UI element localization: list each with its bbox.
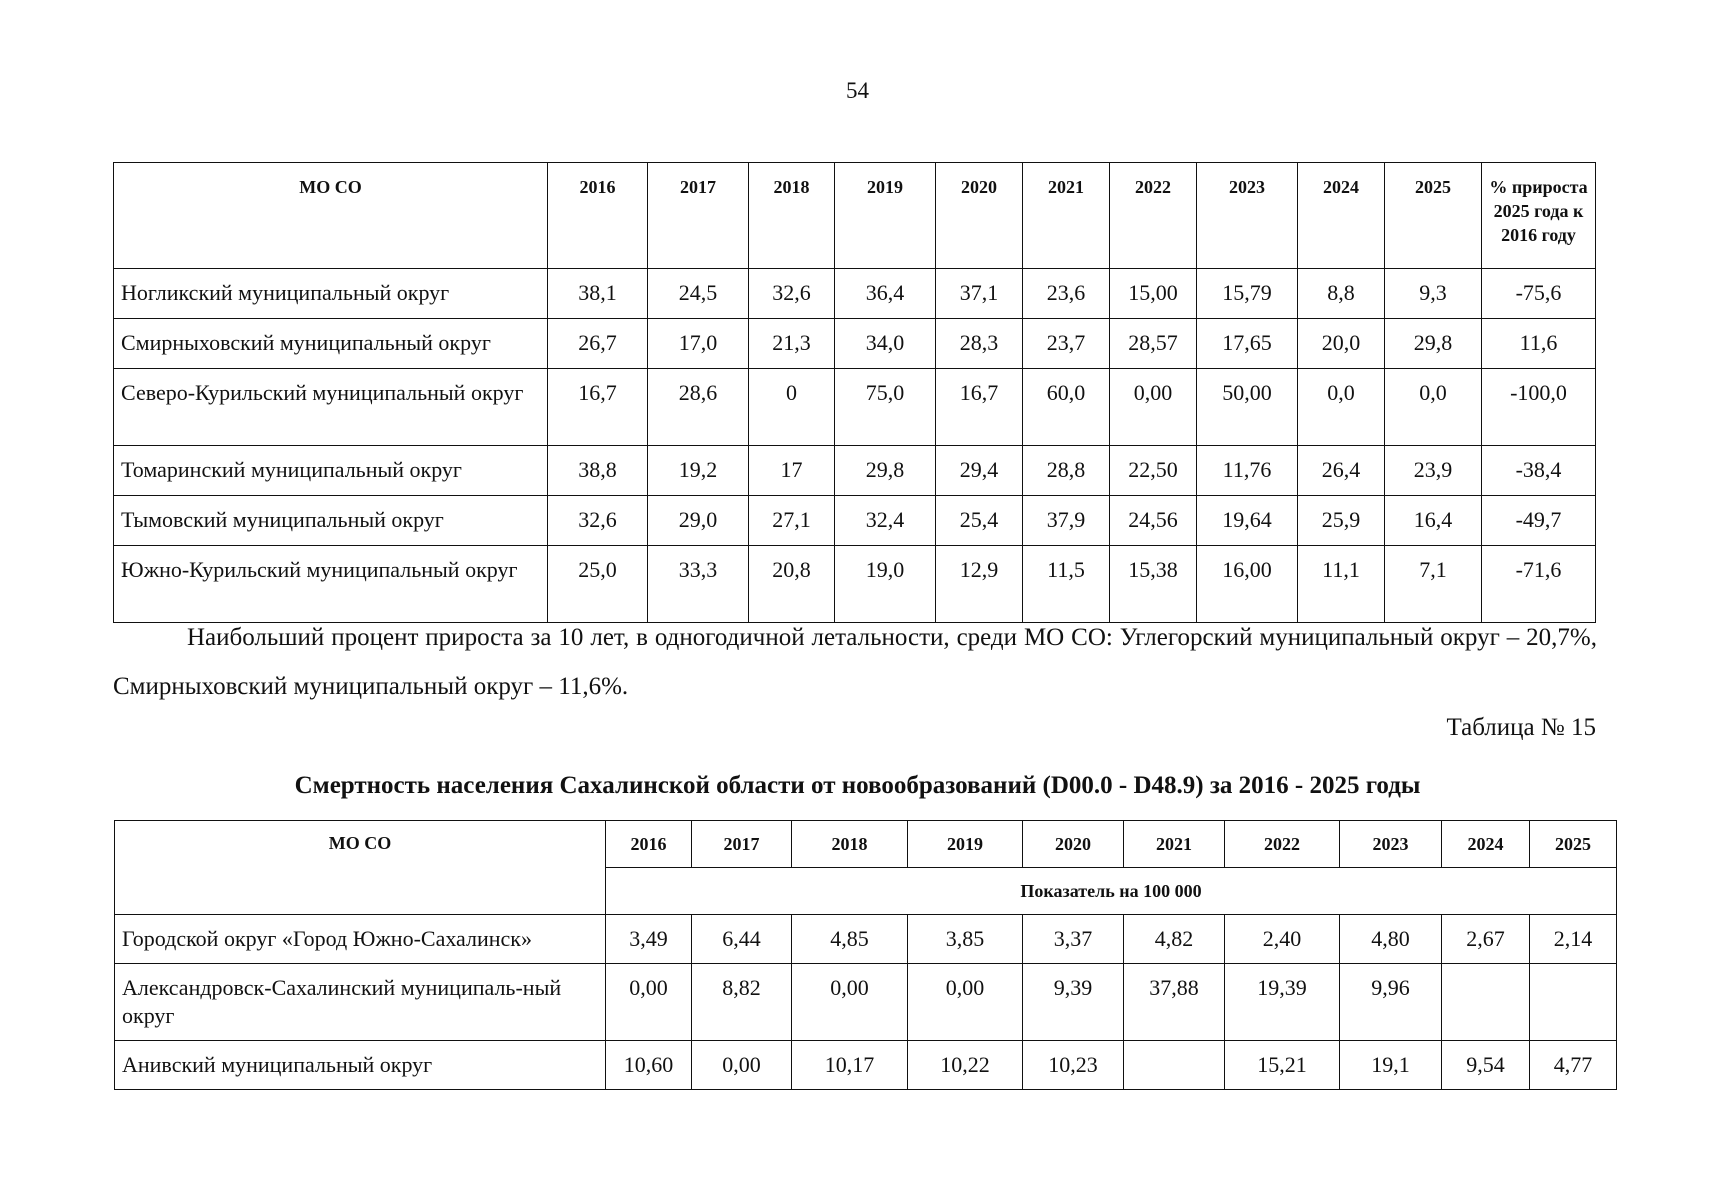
- value-cell: 20,0: [1298, 319, 1385, 369]
- value-cell: 24,56: [1110, 496, 1197, 546]
- value-cell: 21,3: [749, 319, 835, 369]
- value-cell: 32,6: [548, 496, 648, 546]
- page-number: 54: [846, 78, 869, 103]
- header-cell: МО СО: [115, 821, 606, 915]
- value-cell: 3,37: [1023, 915, 1124, 964]
- value-cell: 8,8: [1298, 269, 1385, 319]
- header-cell: МО СО: [114, 163, 548, 269]
- table-row: [115, 915, 1617, 964]
- value-cell: 9,96: [1340, 964, 1442, 1041]
- value-cell: 2,40: [1225, 915, 1340, 964]
- header-cell: 2022: [1225, 821, 1340, 868]
- value-cell: 37,1: [936, 269, 1023, 319]
- value-cell: 10,23: [1023, 1041, 1124, 1090]
- header-cell: 2021: [1124, 821, 1225, 868]
- value-cell: 19,0: [835, 546, 936, 623]
- value-cell: 15,38: [1110, 546, 1197, 623]
- value-cell: -38,4: [1482, 446, 1596, 496]
- header-cell: 2024: [1442, 821, 1530, 868]
- value-cell: 26,7: [548, 319, 648, 369]
- value-cell: 0,00: [1110, 369, 1197, 446]
- value-cell: 25,9: [1298, 496, 1385, 546]
- value-cell: 6,44: [692, 915, 792, 964]
- table-row: [114, 496, 1596, 546]
- value-cell: 16,4: [1385, 496, 1482, 546]
- value-cell: [1124, 1041, 1225, 1090]
- value-cell: 22,50: [1110, 446, 1197, 496]
- value-cell: 38,1: [548, 269, 648, 319]
- header-cell: 2020: [1023, 821, 1124, 868]
- table-row: [114, 369, 1596, 446]
- value-cell: 16,7: [548, 369, 648, 446]
- value-cell: 16,00: [1197, 546, 1298, 623]
- row-label-cell: Тымовский муниципальный округ: [114, 496, 548, 546]
- value-cell: 75,0: [835, 369, 936, 446]
- value-cell: 11,76: [1197, 446, 1298, 496]
- value-cell: 12,9: [936, 546, 1023, 623]
- table-caption: Таблица № 15: [1446, 714, 1596, 741]
- row-label-cell: Томаринский муниципальный округ: [114, 446, 548, 496]
- header-cell: 2018: [792, 821, 908, 868]
- header-cell: 2023: [1197, 163, 1298, 269]
- value-cell: 38,8: [548, 446, 648, 496]
- value-cell: 29,0: [648, 496, 749, 546]
- table-body: [115, 915, 1617, 1090]
- header-cell: 2016: [606, 821, 692, 868]
- value-cell: 2,67: [1442, 915, 1530, 964]
- header-cell: 2021: [1023, 163, 1110, 269]
- value-cell: 8,82: [692, 964, 792, 1041]
- value-cell: 16,7: [936, 369, 1023, 446]
- header-cell: 2018: [749, 163, 835, 269]
- value-cell: 29,8: [835, 446, 936, 496]
- table-row: [114, 446, 1596, 496]
- value-cell: 15,00: [1110, 269, 1197, 319]
- value-cell: 9,39: [1023, 964, 1124, 1041]
- row-label-cell: Южно-Курильский муниципальный округ: [114, 546, 548, 623]
- value-cell: 17: [749, 446, 835, 496]
- value-cell: 0: [749, 369, 835, 446]
- header-cell: 2023: [1340, 821, 1442, 868]
- value-cell: 3,85: [908, 915, 1023, 964]
- header-cell: 2025: [1530, 821, 1617, 868]
- value-cell: 11,1: [1298, 546, 1385, 623]
- header-cell: 2024: [1298, 163, 1385, 269]
- header-cell: 2017: [648, 163, 749, 269]
- value-cell: 24,5: [648, 269, 749, 319]
- value-cell: 0,00: [692, 1041, 792, 1090]
- value-cell: 2,14: [1530, 915, 1617, 964]
- table-row: [114, 269, 1596, 319]
- value-cell: 4,77: [1530, 1041, 1617, 1090]
- value-cell: 0,0: [1298, 369, 1385, 446]
- value-cell: 37,88: [1124, 964, 1225, 1041]
- header-cell: 2025: [1385, 163, 1482, 269]
- value-cell: -75,6: [1482, 269, 1596, 319]
- value-cell: 17,0: [648, 319, 749, 369]
- row-label-cell: Анивский муниципальный округ: [115, 1041, 606, 1090]
- value-cell: -71,6: [1482, 546, 1596, 623]
- value-cell: 32,4: [835, 496, 936, 546]
- value-cell: 10,17: [792, 1041, 908, 1090]
- value-cell: 25,0: [548, 546, 648, 623]
- value-cell: 34,0: [835, 319, 936, 369]
- value-cell: 10,22: [908, 1041, 1023, 1090]
- value-cell: 4,85: [792, 915, 908, 964]
- value-cell: 11,5: [1023, 546, 1110, 623]
- header-cell: % прироста 2025 года к 2016 году: [1482, 163, 1596, 269]
- value-cell: 19,2: [648, 446, 749, 496]
- value-cell: [1442, 964, 1530, 1041]
- value-cell: 15,21: [1225, 1041, 1340, 1090]
- value-cell: 29,4: [936, 446, 1023, 496]
- value-cell: 50,00: [1197, 369, 1298, 446]
- table-header-row: [114, 163, 1596, 269]
- table-title: Смертность населения Сахалинской области от новообразований (D00.0 - D48.9) за 2016 - 2025 годы: [294, 772, 1421, 799]
- value-cell: 32,6: [749, 269, 835, 319]
- value-cell: 19,1: [1340, 1041, 1442, 1090]
- row-label-cell: Александровск-Сахалинский муниципаль-ный округ: [115, 964, 606, 1041]
- header-cell: 2019: [835, 163, 936, 269]
- value-cell: 10,60: [606, 1041, 692, 1090]
- row-label-cell: Северо-Курильский муниципальный округ: [114, 369, 548, 446]
- value-cell: 23,6: [1023, 269, 1110, 319]
- value-cell: 0,00: [792, 964, 908, 1041]
- value-cell: 33,3: [648, 546, 749, 623]
- value-cell: [1530, 964, 1617, 1041]
- value-cell: 19,64: [1197, 496, 1298, 546]
- value-cell: 28,3: [936, 319, 1023, 369]
- table-row: [114, 319, 1596, 369]
- value-cell: 19,39: [1225, 964, 1340, 1041]
- value-cell: 27,1: [749, 496, 835, 546]
- value-cell: 17,65: [1197, 319, 1298, 369]
- value-cell: 0,0: [1385, 369, 1482, 446]
- value-cell: 0,00: [908, 964, 1023, 1041]
- value-cell: 15,79: [1197, 269, 1298, 319]
- value-cell: 25,4: [936, 496, 1023, 546]
- table-row: [115, 1041, 1617, 1090]
- value-cell: 4,82: [1124, 915, 1225, 964]
- table-header-row: [115, 821, 1617, 868]
- table-body: [114, 269, 1596, 623]
- value-cell: 3,49: [606, 915, 692, 964]
- value-cell: 26,4: [1298, 446, 1385, 496]
- header-cell: 2016: [548, 163, 648, 269]
- value-cell: 4,80: [1340, 915, 1442, 964]
- value-cell: 9,54: [1442, 1041, 1530, 1090]
- value-cell: 7,1: [1385, 546, 1482, 623]
- table-row: [114, 546, 1596, 623]
- value-cell: 60,0: [1023, 369, 1110, 446]
- value-cell: 9,3: [1385, 269, 1482, 319]
- summary-paragraph: Наибольший процент прироста за 10 лет, в одногодичной летальности, среди МО СО: Углегорский муниципальный округ – 20,7%, Смирныховский муниципальный округ – 11,6%.: [113, 624, 1597, 700]
- table-row: [115, 964, 1617, 1041]
- value-cell: 37,9: [1023, 496, 1110, 546]
- row-label-cell: Ногликский муниципальный округ: [114, 269, 548, 319]
- value-cell: 0,00: [606, 964, 692, 1041]
- header-cell: 2017: [692, 821, 792, 868]
- value-cell: 36,4: [835, 269, 936, 319]
- value-cell: 28,57: [1110, 319, 1197, 369]
- table-neoplasm-mortality: [114, 820, 1617, 1090]
- value-cell: 23,7: [1023, 319, 1110, 369]
- value-cell: 23,9: [1385, 446, 1482, 496]
- header-cell: 2020: [936, 163, 1023, 269]
- subheader-cell: Показатель на 100 000: [606, 868, 1617, 915]
- row-label-cell: Городской округ «Город Южно-Сахалинск»: [115, 915, 606, 964]
- value-cell: 20,8: [749, 546, 835, 623]
- row-label-cell: Смирныховский муниципальный округ: [114, 319, 548, 369]
- header-cell: 2022: [1110, 163, 1197, 269]
- value-cell: -49,7: [1482, 496, 1596, 546]
- value-cell: 11,6: [1482, 319, 1596, 369]
- value-cell: 28,8: [1023, 446, 1110, 496]
- header-cell: 2019: [908, 821, 1023, 868]
- value-cell: -100,0: [1482, 369, 1596, 446]
- value-cell: 29,8: [1385, 319, 1482, 369]
- table-mortality-growth: [113, 162, 1596, 623]
- value-cell: 28,6: [648, 369, 749, 446]
